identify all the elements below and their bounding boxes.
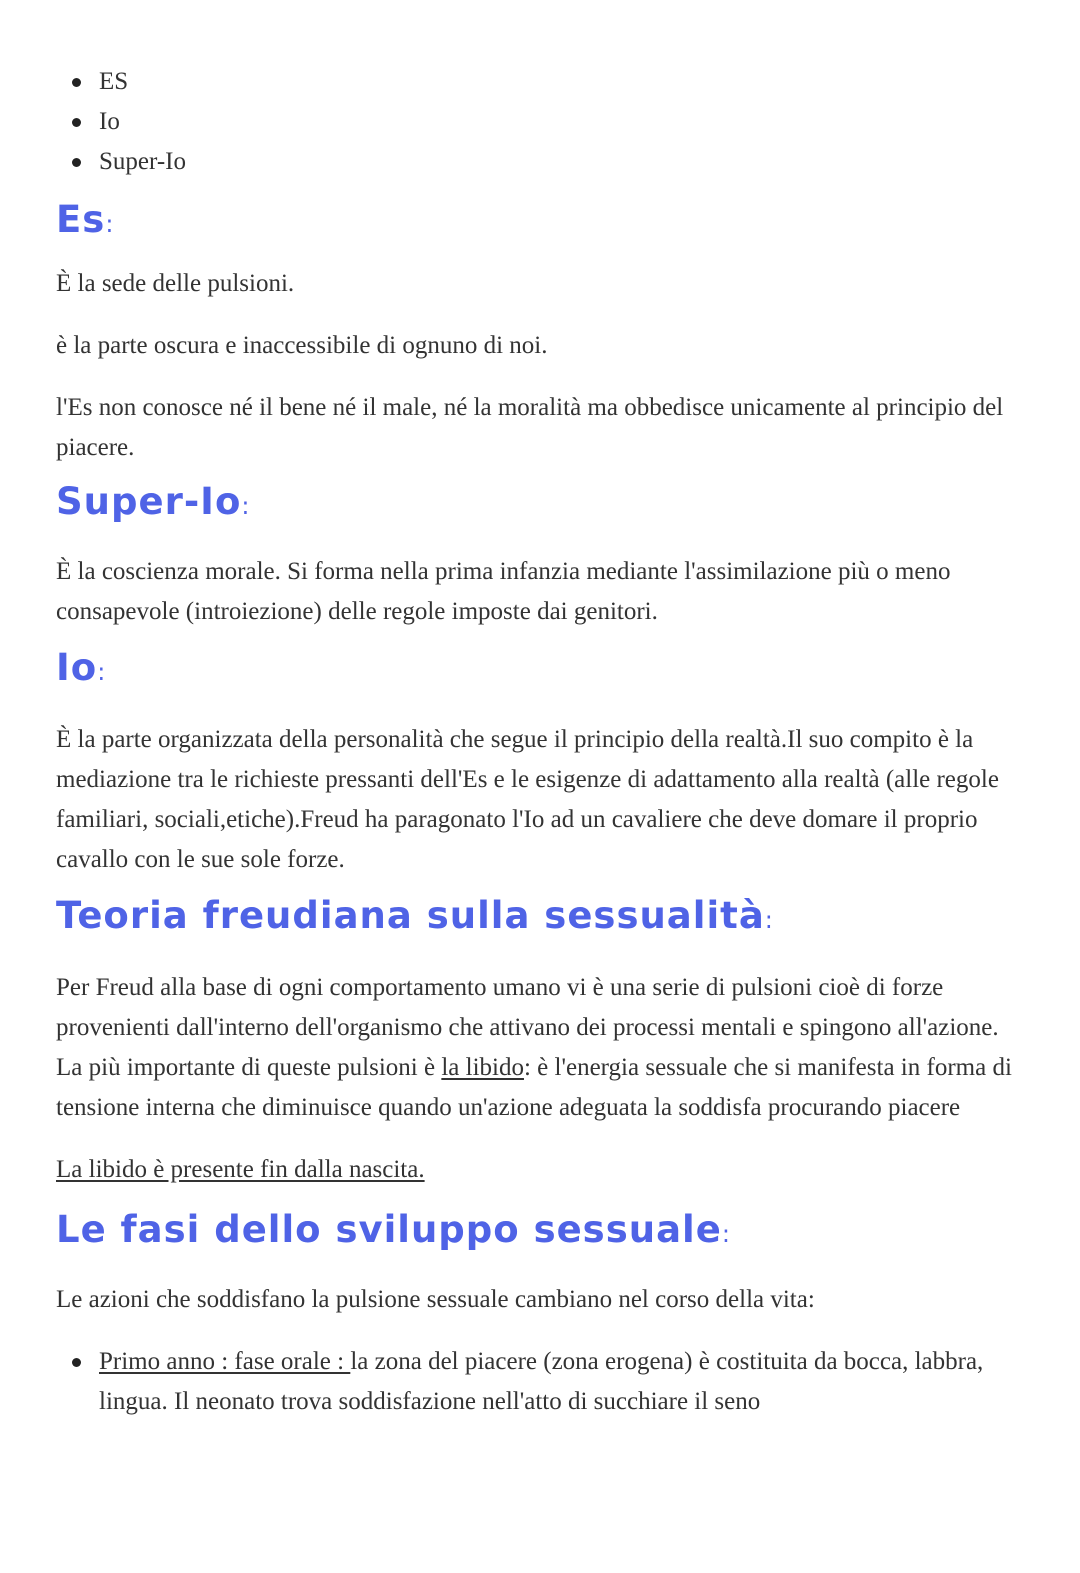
structure-list <box>56 62 1031 182</box>
es-paragraph-3: l'Es non conosce né il bene né il male, né la moralità ma obbedisce unicamente al principio del piacere. <box>56 394 1004 461</box>
heading-es: Es: <box>56 198 115 241</box>
phase-item-orale <box>56 1342 1031 1422</box>
phase-text: la zona del piacere (zona erogena) è costituita da bocca, labbra, lingua. Il neonato trova soddisfazione nell'atto di succhiare il seno <box>99 1348 984 1415</box>
heading-io: Io: <box>56 646 107 689</box>
fasi-intro: Le azioni che soddisfano la pulsione sessuale cambiano nel corso della vita: <box>56 1286 815 1313</box>
list-item-io: Io <box>56 102 1031 142</box>
es-paragraph-2: è la parte oscura e inaccessibile di ognuno di noi. <box>56 332 548 359</box>
heading-teoria: Teoria freudiana sulla sessualità: <box>56 894 774 937</box>
libido-term: la libido <box>441 1054 524 1081</box>
heading-fasi: Le fasi dello sviluppo sessuale: <box>56 1208 731 1251</box>
list-item-es: ES <box>56 62 1031 102</box>
superio-paragraph: È la coscienza morale. Si forma nella prima infanzia mediante l'assimilazione più o meno consapevole (introiezione) delle regole imposte dai genitori. <box>56 558 951 625</box>
es-paragraph-1: È la sede delle pulsioni. <box>56 270 295 297</box>
teoria-paragraph: Per Freud alla base di ogni comportamento umano vi è una serie di pulsioni cioè di forze provenienti dall'interno dell'organismo che attivano dei processi mentali e spingono all'azione. La più importante di queste pulsioni è la libido: è l'energia sessuale che si manifesta in forma di tensione interna che diminuisce quando un'azione adeguata la soddisfa procurando piacere <box>56 974 1012 1121</box>
heading-superio: Super-Io: <box>56 480 251 523</box>
phase-label: Primo anno : fase orale : <box>99 1348 351 1375</box>
list-item-superio: Super-Io <box>56 142 1031 182</box>
document-page <box>56 62 1031 1422</box>
teoria-note: La libido è presente fin dalla nascita. <box>56 1156 425 1183</box>
phase-list <box>56 1342 1031 1422</box>
io-paragraph: È la parte organizzata della personalità che segue il principio della realtà.Il suo compito è la mediazione tra le richieste pressanti dell'Es e le esigenze di adattamento alla realtà (alle regole familiari, sociali,etiche).Freud ha paragonato l'Io ad un cavaliere che deve domare il proprio cavallo con le sue sole forze. <box>56 726 999 873</box>
